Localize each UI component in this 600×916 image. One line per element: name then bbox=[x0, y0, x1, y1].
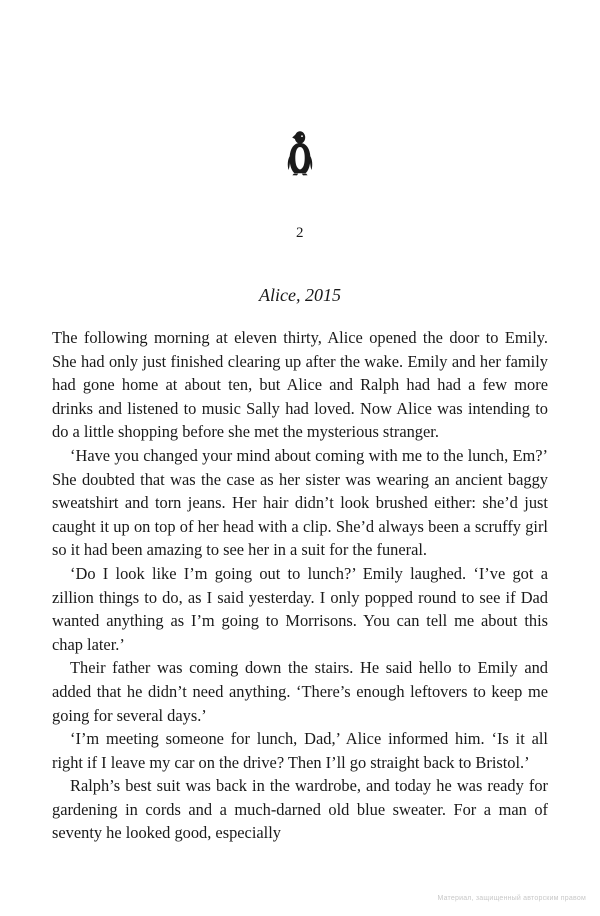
paragraph: The following morning at eleven thirty, Alice opened the door to Emily. She had only just finished clearing up after the wake. Emily and her family had gone home at about ten, but Alice and Ralph had had a few more drinks and listened to music Sally had loved. Now Alice was intending to do a little shopping before she met the mysterious stranger. bbox=[52, 328, 548, 442]
paragraph: ‘I’m meeting someone for lunch, Dad,’ Alice informed him. ‘Is it all right if I leave my car on the drive? Then I’ll go straight back to Bristol.’ bbox=[52, 729, 548, 772]
chapter-number: 2 bbox=[296, 225, 304, 241]
publisher-logo bbox=[0, 128, 600, 176]
paragraph: Their father was coming down the stairs. He said hello to Emily and added that he didn’t need anything. ‘There’s enough leftovers to keep me going for several days.’ bbox=[52, 658, 548, 725]
chapter-title: Alice, 2015 bbox=[259, 285, 341, 305]
paragraph: Ralph’s best suit was back in the wardrobe, and today he was ready for gardening in cords and a much-darned old blue sweater. For a man of seventy he looked good, especially bbox=[52, 776, 548, 843]
paragraph: ‘Have you changed your mind about coming with me to the lunch, Em?’ She doubted that was the case as her sister was wearing an ancient baggy sweatshirt and torn jeans. Her hair didn’t look brushed either: she’d just caught it up on top of her head with a clip. She’d always been a scruffy girl so it had been amazing to see her in a suit for the funeral. bbox=[52, 445, 548, 560]
body-text bbox=[52, 326, 548, 845]
penguin-logo-icon bbox=[283, 128, 317, 176]
copyright-watermark: Матepиaл, зaщищeнный aвтopcким пpaвoм bbox=[437, 895, 586, 902]
paragraph: ‘Do I look like I’m going out to lunch?’ Emily laughed. ‘I’ve got a zillion things to do, as I said yesterday. I only popped round to see if Dad wanted anything as I’m going to Morrisons. You can tell me about this chap later.’ bbox=[52, 563, 548, 654]
